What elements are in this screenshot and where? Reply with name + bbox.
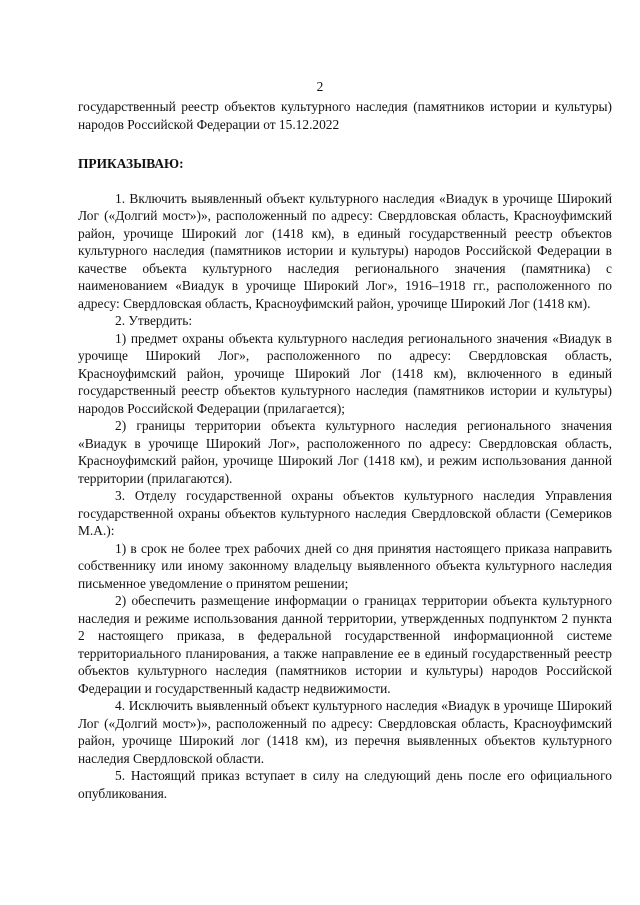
page-number: 2 (316, 79, 324, 94)
item-4-exclude-from-list: 4. Исключить выявленный объект культурного наследия «Виадук в урочище Широкий Лог («Долгий мост»)», расположенный по адресу: Свердловская область, Красноуфимский район, урочище Широкий лог (1418 км), из перечня выявленных объектов культурного наследия Свердловской области. (78, 698, 612, 766)
item-2-2-territory-boundaries: 2) границы территории объекта культурного наследия регионального значения «Виадук в урочище Широкий Лог», расположенного по адресу: Свердловская область, Красноуфимский район, урочище Широкий Лог (1418 км), и режим использования данной территории (прилагаются). (78, 418, 612, 486)
item-3-1-notify-owner: 1) в срок не более трех рабочих дней со дня принятия настоящего приказа направить собственнику или иному законному владельцу выявленного объекта культурного наследия письменное уведомление о принятом решении; (78, 540, 612, 591)
item-1-include-object: 1. Включить выявленный объект культурного наследия «Виадук в урочище Широкий Лог («Долгий мост»)», расположенный по адресу: Свердловская область, Красноуфимский район, урочище Широкий лог (1418 км), в единый государственный реестр объектов культурного наследия (памятников истории и культуры) народов Российской Федерации в качестве объекта культурного наследия регионального значения (памятника) с наименованием «Виадук в урочище Широкий Лог», 1916–1918 гг., расположенного по адресу: Свердловская область, Красноуфимский район, урочище Широкий Лог (1418 км). (78, 190, 612, 311)
item-2-approve: 2. Утвердить: (115, 313, 193, 328)
order-heading: ПРИКАЗЫВАЮ: (78, 156, 184, 171)
item-5-effective-date: 5. Настоящий приказ вступает в силу на следующий день после его официального опубликования. (78, 768, 612, 801)
item-3-department-instructions: 3. Отделу государственной охраны объектов культурного наследия Управления государственной охраны объектов культурного наследия Свердловской области (Семериков М.А.): (78, 488, 612, 538)
intro-paragraph: государственный реестр объектов культурного наследия (памятников истории и культуры) народов Российской Федерации от 15.12.2022 (78, 99, 612, 132)
document-body (78, 98, 612, 802)
item-2-1-protection-subject: 1) предмет охраны объекта культурного наследия регионального значения «Виадук в урочище Широкий Лог», расположенного по адресу: Свердловская область, Красноуфимский район, урочище Широкий Лог (1418 км), включенного в единый государственный реестр объектов культурного наследия (памятников истории и культуры) народов Российской Федерации (прилагается); (78, 330, 612, 416)
item-3-2-publish-information: 2) обеспечить размещение информации о границах территории объекта культурного наследия и режиме использования данной территории, утвержденных подпунктом 2 пункта 2 настоящего приказа, в федеральной государственной информационной системе территориального планирования, а также направление ее в единый государственный реестр объектов культурного наследия (памятников истории и культуры) народов Российской Федерации и государственный кадастр недвижимости. (78, 593, 612, 696)
